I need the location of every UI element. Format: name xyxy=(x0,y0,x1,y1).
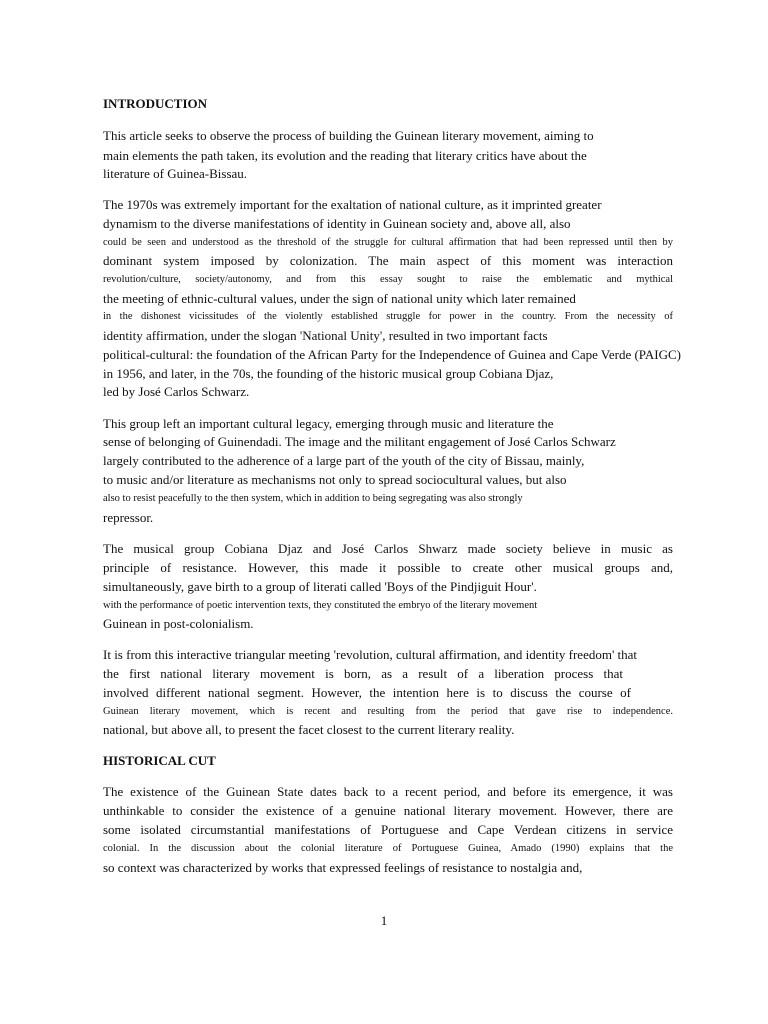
text-line: to music and/or literature as mechanisms not only to spread sociocultural values, but also xyxy=(103,472,567,487)
text-line: The 1970s was extremely important for the exaltation of national culture, as it imprinted greater xyxy=(103,197,602,212)
text-line: The musical group Cobiana Djaz and José Carlos Shwarz made society believe in music as xyxy=(103,541,673,556)
text-line: the meeting of ethnic-cultural values, under the sign of national unity which later remained xyxy=(103,291,576,306)
text-line: dominant system imposed by colonization. The main aspect of this moment was interaction xyxy=(103,253,673,268)
text-line: so context was characterized by works that expressed feelings of resistance to nostalgia and, xyxy=(103,860,583,875)
text-line: also to resist peacefully to the then system, which in addition to being segregating was also strongly xyxy=(103,493,523,504)
text-line: involved different national segment. However, the intention here is to discuss the course of xyxy=(103,685,631,700)
text-line: repressor. xyxy=(103,510,154,525)
text-line: in the dishonest vicissitudes of the violently established struggle for power in the country. From the necessity of xyxy=(103,311,673,322)
heading-introduction: INTRODUCTION xyxy=(103,96,208,111)
text-line: revolution/culture, society/autonomy, and from this essay sought to raise the emblematic and mythical xyxy=(103,274,673,285)
text-line: Guinean literary movement, which is recent and resulting from the period that gave rise to independence. xyxy=(103,706,673,717)
text-line: could be seen and understood as the threshold of the struggle for cultural affirmation that had been repressed until then by xyxy=(103,237,673,248)
text-line: principle of resistance. However, this made it possible to create other musical groups and, xyxy=(103,560,673,575)
text-line: simultaneously, gave birth to a group of literati called 'Boys of the Pindjiguit Hour'. xyxy=(103,579,537,594)
text-line: sense of belonging of Guinendadi. The image and the militant engagement of José Carlos Schwarz xyxy=(103,434,616,449)
text-line: colonial. In the discussion about the colonial literature of Portuguese Guinea, Amado (1990) explains that the xyxy=(103,843,673,854)
page-number: 1 xyxy=(380,913,388,928)
text-line: with the performance of poetic intervention texts, they constituted the embryo of the literary movement xyxy=(103,600,538,611)
text-line: in 1956, and later, in the 70s, the founding of the historic musical group Cobiana Djaz, xyxy=(103,366,554,381)
text-line: largely contributed to the adherence of a large part of the youth of the city of Bissau, mainly, xyxy=(103,453,585,468)
text-line: unthinkable to consider the existence of a genuine national literary movement. However, there are xyxy=(103,803,673,818)
text-line: identity affirmation, under the slogan 'National Unity', resulted in two important facts xyxy=(103,328,548,343)
text-line: Guinean in post-colonialism. xyxy=(103,616,254,631)
text-line: This group left an important cultural legacy, emerging through music and literature the xyxy=(103,416,554,431)
text-line: dynamism to the diverse manifestations of identity in Guinean society and, above all, also xyxy=(103,216,571,231)
text-line: main elements the path taken, its evolution and the reading that literary critics have about the xyxy=(103,148,587,163)
text-line: The existence of the Guinean State dates back to a recent period, and before its emergence, it was xyxy=(103,784,673,799)
text-line: national, but above all, to present the facet closest to the current literary reality. xyxy=(103,722,515,737)
heading-historical-cut: HISTORICAL CUT xyxy=(103,753,216,768)
text-line: literature of Guinea-Bissau. xyxy=(103,166,248,181)
text-line: some isolated circumstantial manifestations of Portuguese and Cape Verdean citizens in service xyxy=(103,822,673,837)
text-line: the first national literary movement is born, as a result of a liberation process that xyxy=(103,666,623,681)
text-line: led by José Carlos Schwarz. xyxy=(103,384,250,399)
text-line: political-cultural: the foundation of the African Party for the Independence of Guinea and Cape Verde (PAIGC) xyxy=(103,347,681,362)
text-line: This article seeks to observe the process of building the Guinean literary movement, aiming to xyxy=(103,128,594,143)
text-line: It is from this interactive triangular meeting 'revolution, cultural affirmation, and identity freedom' that xyxy=(103,647,638,662)
